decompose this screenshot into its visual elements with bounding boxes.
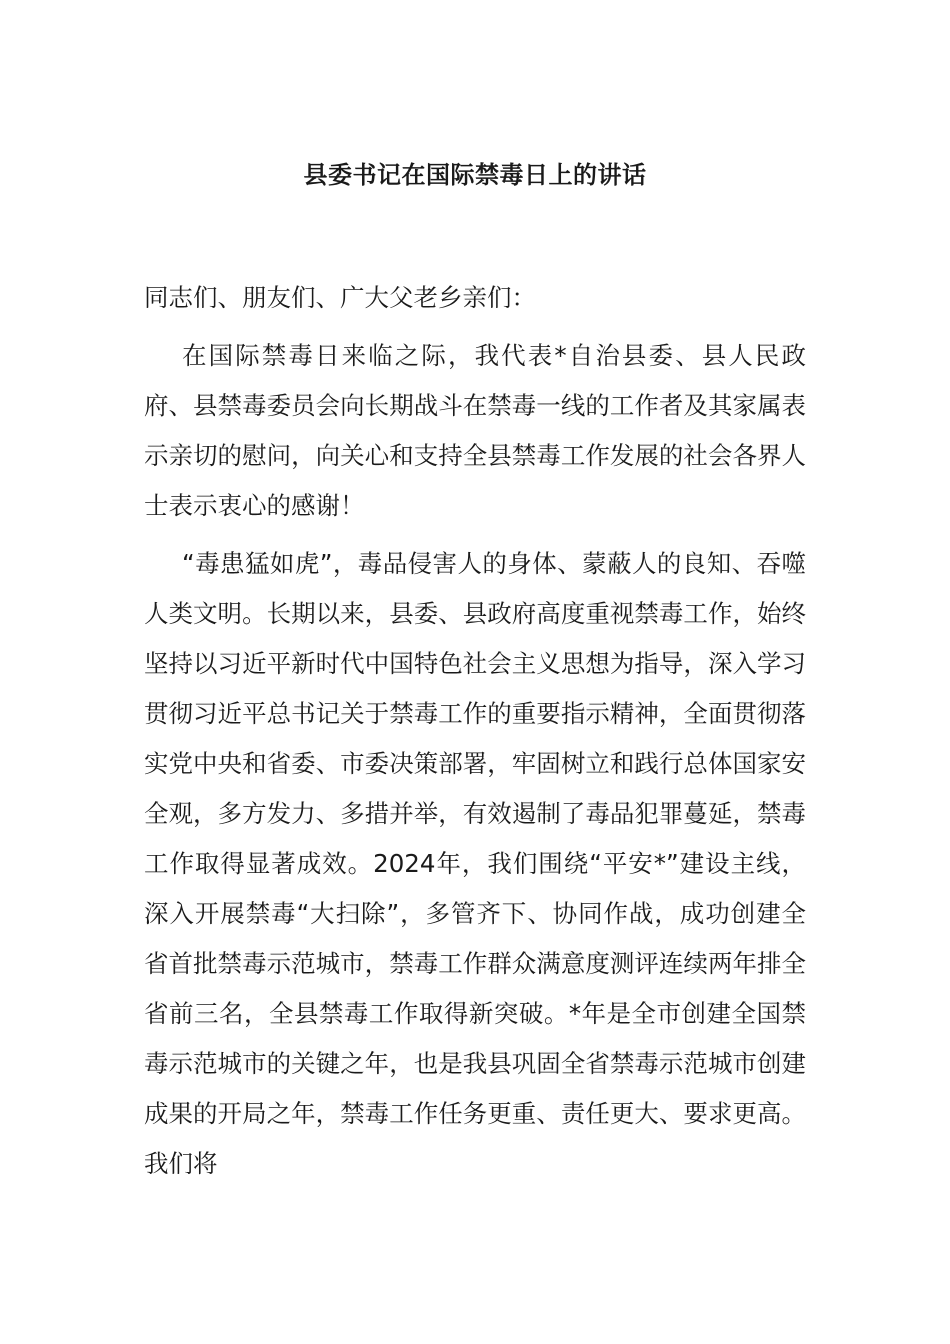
document-title: 县委书记在国际禁毒日上的讲话 (303, 161, 647, 189)
document-body (144, 273, 806, 1197)
salutation: 同志们、朋友们、广大父老乡亲们： (144, 283, 536, 312)
paragraph-main: “毒患猛如虎”，毒品侵害人的身体、蒙蔽人的良知、吞噬人类文明。长期以来，县委、县政府高度重视禁毒工作，始终坚持以习近平新时代中国特色社会主义思想为指导，深入学习贯彻习近平总书记关于禁毒工作的重要指示精神，全面贯彻落实党中央和省委、市委决策部署，牢固树立和践行总体国家安全观，多方发力、多措并举，有效遏制了毒品犯罪蔓延，禁毒工作取得显著成效。2024年，我们围绕“平安*”建设主线，深入开展禁毒“大扫除”，多管齐下、协同作战，成功创建全省首批禁毒示范城市，禁毒工作群众满意度测评连续两年排全省前三名，全县禁毒工作取得新突破。*年是全市创建全国禁毒示范城市的关键之年，也是我县巩固全省禁毒示范城市创建成果的开局之年，禁毒工作任务更重、责任更大、要求更高。我们将 (144, 549, 806, 1178)
paragraph-greeting: 在国际禁毒日来临之际，我代表*自治县委、县人民政府、县禁毒委员会向长期战斗在禁毒一线的工作者及其家属表示亲切的慰问，向关心和支持全县禁毒工作发展的社会各界人士表示衷心的感谢！ (144, 341, 806, 520)
